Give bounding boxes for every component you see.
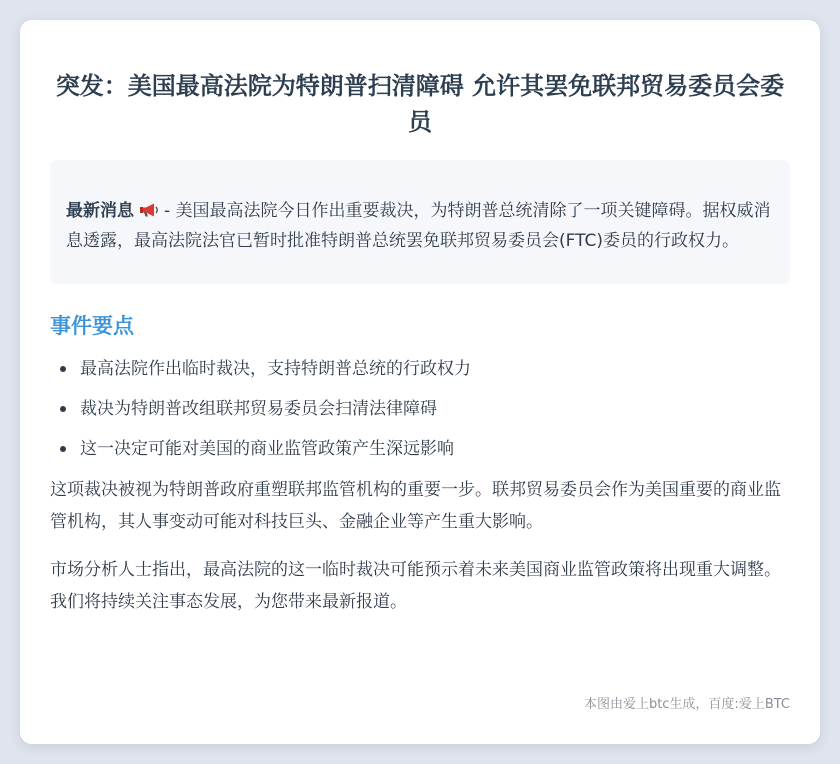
article-card xyxy=(20,20,820,744)
breaking-news-text: - 美国最高法院今日作出重要裁决，为特朗普总统清除了一项关键障碍。据权威消息透露，最高法院法官已暂时批准特朗普总统罢免联邦贸易委员会(FTC)委员的行政权力。 xyxy=(66,201,771,251)
footer-credit: 本图由爱上btc生成，百度:爱上BTC xyxy=(583,697,790,712)
bullet-icon xyxy=(60,446,66,452)
bullet-icon xyxy=(60,366,66,372)
breaking-news-label: 最新消息 xyxy=(66,201,134,221)
article-title: 突发：美国最高法院为特朗普扫清障碍 允许其罢免联邦贸易委员会委员 xyxy=(55,72,785,136)
key-points-list xyxy=(50,354,790,464)
body-paragraph: 这项裁决被视为特朗普政府重塑联邦监管机构的重要一步。联邦贸易委员会作为美国重要的商业监管机构，其人事变动可能对科技巨头、金融企业等产生重大影响。 xyxy=(50,480,781,532)
list-item: 最高法院作出临时裁决，支持特朗普总统的行政权力 xyxy=(50,354,790,384)
bullet-icon xyxy=(60,406,66,412)
list-item: 裁决为特朗普改组联邦贸易委员会扫清法律障碍 xyxy=(50,394,790,424)
breaking-news-box xyxy=(50,160,790,284)
section-title: 事件要点 xyxy=(50,314,134,338)
megaphone-icon xyxy=(138,202,160,218)
list-item: 这一决定可能对美国的商业监管政策产生深远影响 xyxy=(50,434,790,464)
body-paragraph: 市场分析人士指出，最高法院的这一临时裁决可能预示着未来美国商业监管政策将出现重大调整。我们将持续关注事态发展，为您带来最新报道。 xyxy=(50,560,781,612)
